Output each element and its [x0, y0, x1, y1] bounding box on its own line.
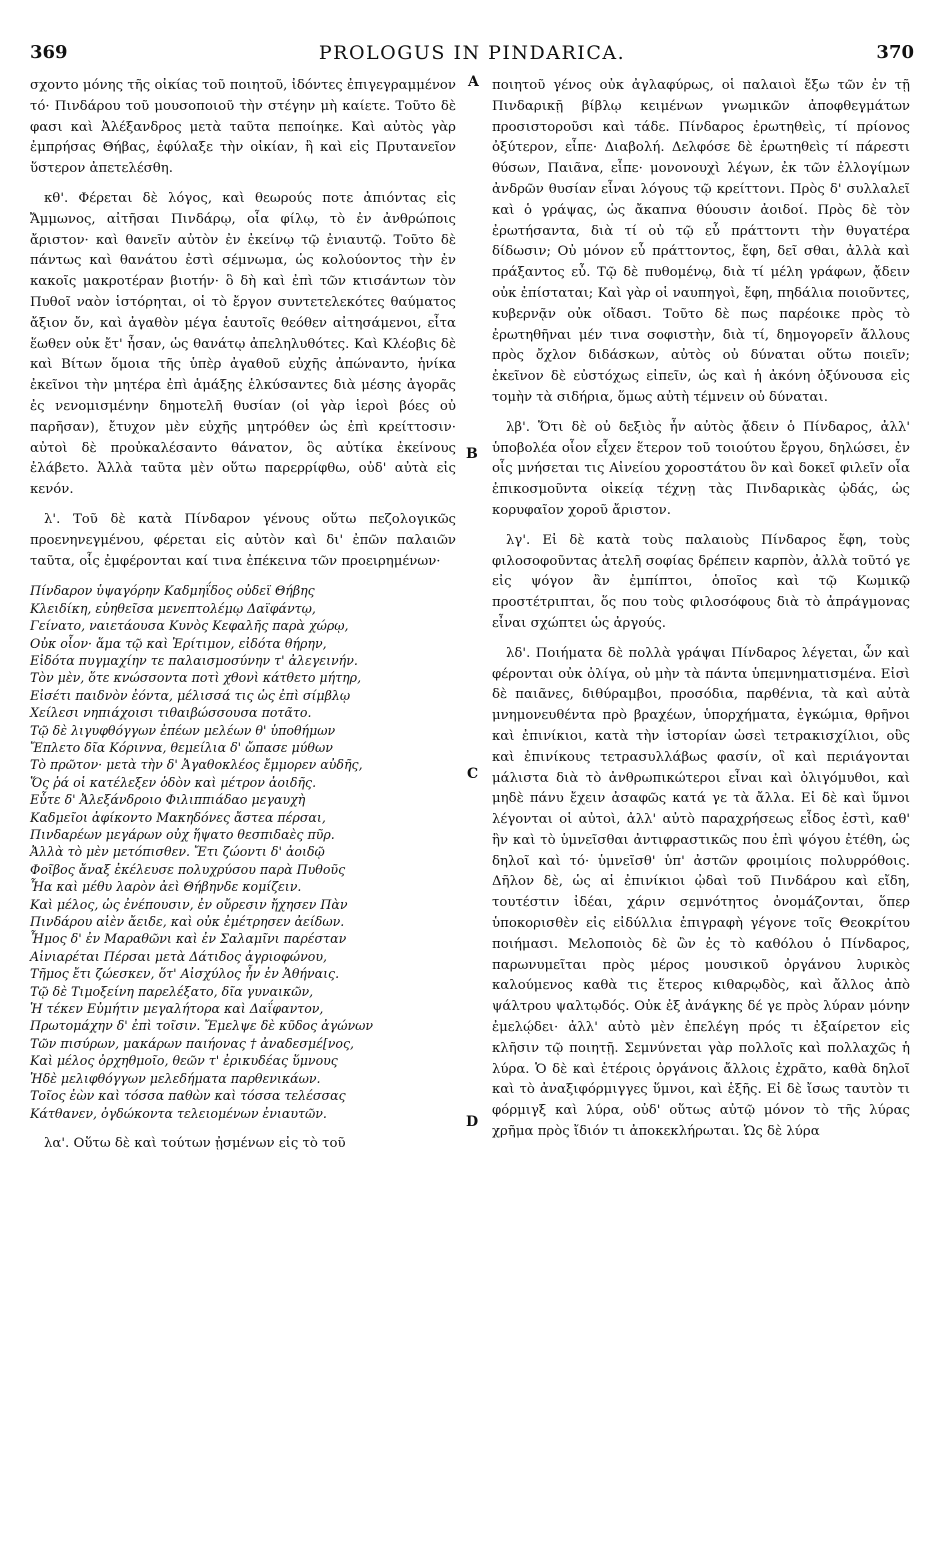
section-marker-b: B	[466, 446, 478, 462]
verse-line: Καὶ μέλος, ὡς ἐνέπουσιν, ἐν οὔρεσιν ἤχησεν Πὰν	[30, 896, 348, 912]
verse-line: Τῶν πισύρων, μακάρων παιήονας † ἀναδεσμέ[νος,	[30, 1035, 355, 1051]
section-marker-c: C	[467, 766, 479, 782]
page-header	[30, 42, 914, 68]
paragraph: λ'. Τοῦ δὲ κατὰ Πίνδαρον γένους οὕτω πεζολογικῶς προενηνεγμένου, φέρεται εἰς αὐτὸν καὶ δι' ἐπῶν παλαιῶν ταῦτα, οἷς ἐμφέρονται καί τινα ἐπέκεινα τῶν προειρημένων·	[30, 511, 456, 569]
verse-line: Εὖτε δ' Ἀλεξάνδροιο Φιλιππιάδαο μεγαυχὴ	[30, 792, 306, 808]
verse-line: Εἰσέτι παιδνὸν ἐόντα, μέλισσά τις ὡς ἐπὶ σίμβλῳ	[30, 687, 351, 703]
verse-line: Οὐκ οἷον· ἅμα τῷ καὶ Ἐρίτιμον, εἰδότα θήρην,	[30, 635, 327, 651]
verse-line: Τὸν μὲν, ὅτε κνώσσοντα ποτὶ χθονὶ κάτθετο μήτηρ,	[30, 670, 362, 686]
paragraph: σχοντο μόνης τῆς οἰκίας τοῦ ποιητοῦ, ἰδόντες ἐπιγεγραμμένον τό· Πινδάρου τοῦ μουσοποιοῦ τὴν στέγην μὴ καίετε. Τοῦτο δὲ φασι καὶ Ἀλέξανδρος μετὰ ταῦτα πεποίηκε. Καὶ αὐτὸς γὰρ ἐμπρήσας Θήβας, ἐφύλαξε τὴν οἰκίαν, ἣ καὶ εἰς Πρυτανεῖον ὕστερον ἀπετελέσθη.	[30, 78, 456, 177]
verse-line: Πρωτομάχην δ' ἐπὶ τοῖσιν. Ἔμελψε δὲ κῦδος ἀγώνων	[30, 1018, 374, 1034]
verse-line: Πινδάρου αἰὲν ἄειδε, καὶ οὐκ ἐμέτρησεν ἀείδων.	[30, 914, 345, 930]
verse-line: Αἰνιαρέται Πέρσαι μετὰ Δάτιδος ἀγριοφώνου,	[30, 948, 327, 964]
verse-line: Πίνδαρον ὑψαγόρην Καδμηΐδος οὐδεϊ Θήβης	[30, 583, 315, 599]
verse-line: Τῷ δὲ λιγυφθόγγων ἐπέων μελέων θ' ὑποθήμων	[30, 722, 336, 738]
section-marker-a: A	[468, 74, 479, 90]
verse-line: Γείνατο, ναιετάουσα Κυνὸς Κεφαλῆς παρὰ χώρῳ,	[30, 618, 349, 634]
verse-line: Ἠδὲ μελιφθόγγων μελεδήματα παρθενικάων.	[30, 1070, 321, 1086]
verse-line: Φοῖβος ἄναξ ἐκέλευσε πολυχρύσου παρὰ Πυθοῦς	[30, 861, 346, 877]
paragraph: λδ'. Ποιήματα δὲ πολλὰ γράψαι Πίνδαρος λέγεται, ὧν καὶ φέρονται οὐκ ὀλίγα, οὐ μὴν τὰ πάντα ὑπεμνηματισμένα. Εἰσὶ δὲ παιᾶνες, διθύραμβοι, προσόδια, παρθένια, τὰ καὶ αὐτὰ μνημονευθέντα πρὸ βραχέων, ὑπορχήματα, ἐγκώμια, θρῆνοι καὶ ἐπινίκιοι, κατὰ τὴν ἱστορίαν ὡσεὶ τετρακισχίλιοι, οὓς καὶ ἐπινίκους τετρασυλλάβως φασίν, οἳ καὶ περιάγονται μάλιστα διὰ τὸ ἀνθρωπικώτεροι εἶναι καὶ ὀλιγόμυθοι, καὶ μηδὲ πάνυ ἔχειν ἀσαφῶς κατά γε τὰ ἄλλα. Εἰ δὲ καὶ ὕμνοι λέγονται οἱ αὐτοὶ, ἀλλ' αὐτὸ παραχρήσεως εἶδος ἐστὶ, καθ' ἣν καὶ τὸ ὑμνεῖσθαι ἀντιφραστικῶς που ἐπὶ ψόγου ἐτέθη, ὡς δηλοῖ καὶ τό· ὑμνεῖσθ' ὑπ' ἀστῶν φροιμίοις πολυρρόθοις. Δῆλον δὲ, ὡς αἱ ἐπινίκιοι ᾠδαὶ τοῦ Πινδάρου καὶ εἴδη, τουτέστιν ἰδέαι, χάριν σεμνότητος ὀνομάζονται, ὅπερ ὑποκορισθὲν εἰς εἰδύλλια ἐπιγραφὴ γέγονε τοῖς Θεοκρίτου ποιήμασι. Μελοποιὸς δὲ ὢν ἐς τὸ καθόλου ὁ Πίνδαρος, παρωνυμεῖται πρὸς μέρος μουσικοῦ ὀργάνου λυρικὸς καλούμενος καθὰ τις ἕτερος κιθαρῳδὸς, καὶ ἄλλος ἀπὸ ψάλτρου ψαλτῳδός. Οὐκ ἐξ ἀνάγκης δέ γε πρὸς λύραν μόνην ἐμελῴδει· ἀλλ' αὐτὸ μὲν ἐπελέγη πρός τι ἐξαίρετον εἰς κλῆσιν τῷ ποιητῇ. Σεμνύνεται γὰρ πολλοῖς καὶ πολλαχῶς ἡ λύρα. Ὁ δὲ καὶ ἑτέροις ὀργάνοις ἄλλοις ἐχρᾶτο, καθὰ δηλοῖ καὶ τὸ ἀναξιφόρμιγγες ὕμνοι, καὶ ἑξῆς. Εἰ δὲ ἴσως ταυτὸν τι φόρμιγξ καὶ λύρα, οὐδ' οὕτως αὐτῷ μόνον τὸ τῆς λύρας χρῆμα πρὸς ἴδιόν τι ἀποκεκλήρωται. Ὡς δὲ λύρα	[492, 645, 910, 1140]
verse-line: Πινδαρέων μεγάρων οὐχ ἥψατο θεσπιδαὲς πῦρ.	[30, 827, 335, 843]
page-number-right: 370	[876, 42, 914, 63]
verse-line: Κλειδίκη, εὐηθεῖσα μενεπτολέμῳ Δαϊφάντῳ,	[30, 600, 316, 616]
verse-line: Κάτθανεν, ὀγδώκοντα τελειομένων ἐνιαυτῶν.	[30, 1105, 327, 1121]
verse-line: Τοῖος ἐὼν καὶ τόσσα παθὼν καὶ τόσσα τελέσσας	[30, 1088, 346, 1104]
right-column	[492, 76, 910, 1152]
verse-line: Ὅς ῥά οἱ κατέλεξεν ὁδὸν καὶ μέτρον ἀοιδῆς.	[30, 774, 317, 790]
verse-line: Ἦα καὶ μέθυ λαρὸν ἀεὶ Θήβηνδε κομίζειν.	[30, 879, 302, 895]
verse-line: Τῆμος ἔτι ζώεσκεν, ὅτ' Αἰσχύλος ἦν ἐν Ἀθήναις.	[30, 966, 340, 982]
section-marker-d: D	[466, 1114, 479, 1130]
verse-line: Χείλεσι νηπιάχοισι τιθαιβώσσουσα ποτᾶτο.	[30, 705, 312, 721]
verse-line: Ἀλλὰ τὸ μὲν μετόπισθεν. Ἔτι ζώοντι δ' ἀοιδῷ	[30, 844, 325, 860]
verse-line: Εἰδότα πυγμαχίην τε παλαισμοσύνην τ' ἀλεγεινήν.	[30, 652, 358, 668]
page-number-left: 369	[30, 42, 68, 63]
paragraph: κθ'. Φέρεται δὲ λόγος, καὶ θεωρούς ποτε ἀπιόντας εἰς Ἄμμωνος, αἰτῆσαι Πινδάρῳ, οἷα φίλῳ, τὸ ἐν ἀνθρώποις ἄριστον· καὶ θανεῖν αὐτὸν ἐν ἐκείνῳ τῷ ἐνιαυτῷ. Τοῦτο δὲ πάντως καὶ θανάτου ἐστὶ σέμνωμα, ὡς κολούοντος τὴν ἐν κακοῖς μακροτέραν βιοτήν· ὃ δὴ καὶ ἐπὶ τῶν κτισάντων τὸν Πυθοῖ ναὸν ἱστόρηται, οἱ τὸ ἔργον συντετελεκότες θαύματος ἄξιον ὄν, καὶ ἀγαθὸν μέγα ἑαυτοῖς θεόθεν αἰτησάμενοι, εἶτα ἕωθεν οὐκ ἔτ' ἦσαν, ὡς θανάτῳ ἀπεληλυθότες. Καὶ Κλέοβις δὲ καὶ Βίτων ὅμοια τῆς ὑπὲρ ἀγαθοῦ εὐχῆς ἀπώναντο, ἡνίκα ἐκεῖνοι τὴν μητέρα ἐπὶ ἁμάξης ἑλκύσαντες διὰ μέσης ἀγορᾶς ἐς νενομισμένην δημοτελῆ θυσίαν (οἱ γὰρ ἱεροὶ βόες οὐ παρῆσαν), ἔτυχον μὲν εὐχῆς μητρόθεν ὡς ἐπὶ κρείττοσιν· αὐτοὶ δὲ προὐκαλέσαντο θάνατον, ὃς αὐτίκα ἐκείνους ἐλάβετο. Ἀλλὰ ταῦτα μὲν οὕτω παρερρίφθω, οὐδ' αὐτὰ εἰς κενόν.	[30, 190, 456, 498]
verse-block	[30, 582, 456, 1122]
verse-line: Καὶ μέλος ὀρχηθμοῖο, θεῶν τ' ἐρικυδέας ὕμνους	[30, 1053, 338, 1069]
verse-line: Τὸ πρῶτον· μετὰ τὴν δ' Ἀγαθοκλέος ἔμμορεν αὐδῆς,	[30, 757, 363, 773]
paragraph: λβ'. Ὅτι δὲ οὐ δεξιὸς ἦν αὐτὸς ᾄδειν ὁ Πίνδαρος, ἀλλ' ὑποβολέα οἷον εἶχεν ἕτερον τοῦ τοιούτου ἔργου, δηλώσει, ἐν οἷς μνήσεται τις Αἰνείου χοροστάτου ὃν καὶ δοκεῖ φιλεῖν οἷα ἐπικοσμοῦντα οἰκείᾳ τέχνῃ τὰς Πινδαρικὰς ᾠδάς, ὡς κορυφαῖον χοροῦ ἄριστον.	[492, 419, 910, 518]
paragraph: λγ'. Εἰ δὲ κατὰ τοὺς παλαιοὺς Πίνδαρος ἔφη, τοὺς φιλοσοφοῦντας ἀτελῆ σοφίας δρέπειν καρπὸν, ἀλλὰ τοῦτό γε εἰς ψόγον ἂν ἐμπίπτοι, ὁποῖος καὶ τῷ Κωμικῷ προστέτριπται, ὅς που τοὺς φιλοσόφους διὰ τὸ ἀπράγμονας εἶναι σχώπτει ὡς ἀργούς.	[492, 532, 910, 631]
paragraph: λα'. Οὕτω δὲ καὶ τούτων ᾐσμένων εἰς τὸ τοῦ	[44, 1135, 346, 1151]
verse-line: Καδμεῖοι ἀφίκοντο Μακηδόνες ἄστεα πέρσαι,	[30, 809, 326, 825]
verse-line: Ἦμος δ' ἐν Μαραθῶνι καὶ ἐν Σαλαμῖνι παρέσταν	[30, 931, 347, 947]
running-title: PROLOGUS IN PINDARICA.	[318, 42, 626, 64]
left-column	[30, 76, 456, 1164]
verse-line: Ἔπλετο δῖα Κόριννα, θεμείλια δ' ὤπασε μύθων	[30, 739, 333, 755]
paragraph: ποιητοῦ γένος οὐκ ἀγλαφύρως, οἱ παλαιοὶ ἔξω τῶν ἐν τῇ Πινδαρικῇ βίβλῳ κειμένων γνωμικῶν ἀποφθεγμάτων προσιστοροῦσι καὶ τάδε. Πίνδαρος ἐρωτηθεὶς, τί πρίονος ὀξύτερον, εἶπε· Διαβολή. Δελφόσε δὲ ἐρωτηθεὶς τί πάρεστι θύσων, Παιᾶνα, εἶπε· μονονουχὶ λέγων, ἐκ τῶν ἐλλογίμων ἀνδρῶν θυσίαν εἶναι λόγους τῷ κρείττονι. Πρὸς δ' συλλαλεῖ καὶ ὁ γράψας, ὡς ἄκαπνα θύουσιν ἀοιδοί. Πρὸς δὲ τὸν ἐρωτήσαντα, διὰ τί οὐ τῷ εὖ πράττοντι τὴν θυγατέρα δίδωσιν; Οὐ μόνον εὖ πράττοντος, ἔφη, δεῖ σθαι, ἀλλὰ καὶ πράξαντος εὖ. Τῷ δὲ πυθομένῳ, διὰ τί μέλη γράφων, ᾄδειν οὐκ ἐπίσταται; Καὶ γὰρ οἱ ναυπηγοὶ, ἔφη, πηδάλια ποιοῦντες, κυβερνᾷν οὐκ οἴδασι. Τοῦτο δὲ πως παρέοικε πρὸς τὸ ἐρωτηθῆναι μέν τινα σοφιστὴν, διὰ τί, δημογορεῖν ἄλλους πρὸς ὄχλον διδάσκων, αὐτὸς οὐ δύναται οὕτω ποιεῖν; ἐκεῖνον δὲ εὐστόχως εἰπεῖν, ὡς καὶ ἡ ἀκόνη ὀξύνουσα εἰς τομὴν τὰ σιδήρια, ὅμως αὐτὴ τέμνειν οὐ δύναται.	[492, 78, 910, 405]
verse-line: Τῷ δὲ Τιμοξείνη παρελέξατο, δῖα γυναικῶν,	[30, 983, 314, 999]
verse-line: Ἡ τέκεν Εὐμήτιν μεγαλήτορα καὶ Δαΐφαντον,	[30, 1001, 324, 1017]
